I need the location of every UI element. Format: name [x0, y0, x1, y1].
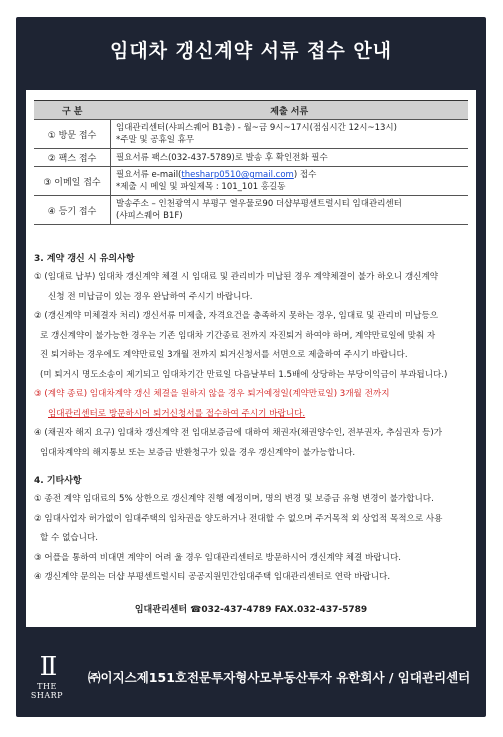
- row-note: (샤피스퀘어 B1F): [116, 211, 183, 221]
- row-category: ② 팩스 접수: [34, 149, 111, 167]
- row-note: *제출 시 메일 및 파일제목 : 101_101 홍길동: [116, 182, 286, 192]
- list-item: 할 수 없습니다.: [40, 533, 99, 543]
- contact-info: 임대관리센터 ☎032-437-4789 FAX.032-437-5789: [134, 605, 368, 615]
- row-detail: 필요서류 팩스(032-437-5789)로 발송 후 확인전화 필수: [111, 149, 469, 167]
- list-item-highlight: ③ (계약 종료) 임대차계약 갱신 체결을 원하지 않을 경우 퇴거예정일(계약만료일) 3개월 전까지: [34, 389, 390, 399]
- list-item: 임대차계약의 해지통보 또는 보증금 반환청구가 있을 경우 갱신계약이 불가능합니다.: [40, 447, 356, 458]
- content-panel: [26, 90, 476, 627]
- section-heading: 3. 계약 갱신 시 유의사항: [34, 254, 135, 264]
- table-header-row: [34, 101, 468, 120]
- list-item: ④ 갱신계약 문의는 더샵 부평센트럴시티 공공지원민간임대주택 임대관리센터로 연락 바랍니다.: [34, 572, 391, 582]
- logo-mark-icon: Ⅱ: [39, 652, 55, 682]
- row-detail: 필요서류 e-mail(: [116, 170, 182, 180]
- company-name: ㈜이지스제151호전문투자형사모부동산투자 유한회사 / 임대관리센터: [88, 670, 471, 685]
- submission-table: [34, 100, 468, 225]
- section-renewal-notes: [34, 250, 470, 463]
- list-item: ③ 어플을 통하여 비대면 계약이 어려 울 경우 임대관리센터로 방문하시어 갱신계약 체결 바랍니다.: [34, 552, 401, 563]
- row-detail: 발송주소 – 인천광역시 부평구 열우물로90 더샵부평센트럴시티 임대관리센터: [116, 199, 402, 209]
- row-category: ① 방문 접수: [34, 120, 111, 149]
- list-item: ① 종전 계약 임대료의 5% 상한으로 갱신계약 진행 예정이며, 명의 변경 및 보증금 유형 변경이 불가합니다.: [34, 494, 434, 504]
- table-row: [34, 149, 468, 167]
- header-category: 구 분: [34, 101, 111, 120]
- row-category: ③ 이메일 접수: [34, 167, 111, 196]
- table-row: [34, 196, 468, 225]
- list-item: ① (임대료 납부) 임대차 갱신계약 체결 시 임대료 및 관리비가 미납된 경우 계약체결이 불가 하오니 갱신계약: [34, 272, 439, 282]
- email-link[interactable]: thesharp0510@gmail.com: [181, 170, 294, 180]
- row-note: *주말 및 공휴일 휴무: [116, 135, 195, 145]
- list-item: ② 임대사업자 허가없이 임대주택의 임차권을 양도하거나 전대할 수 없으며 주거목적 외 상업적 목적으로 사용: [34, 513, 443, 524]
- row-detail: 임대관리센터(샤피스퀘어 B1층) - 월~금 9시~17시(점심시간 12시~13시): [116, 123, 397, 133]
- logo-text: THE SHARP: [30, 682, 64, 700]
- list-item: ② (갱신계약 미체결자 처리) 갱신서류 미제출, 자격요건을 충족하지 못하는 경우, 임대료 및 관리비 미납등으: [34, 311, 439, 321]
- section-other-notes: [34, 472, 470, 588]
- page-title: 임대차 갱신계약 서류 접수 안내: [109, 40, 393, 62]
- row-detail-suffix: ) 접수: [293, 170, 317, 180]
- list-item: 로 갱신계약이 불가능한 경우는 기존 임대차 기간종료 전까지 자진퇴거 하여야 하며, 계약만료일에 맞춰 자: [40, 330, 436, 341]
- row-category: ④ 등기 접수: [34, 196, 111, 225]
- list-item: 진 퇴거하는 경우에도 계약만료일 3개월 전까지 퇴거신청서를 서면으로 제출하여 주시기 바랍니다.: [40, 350, 408, 360]
- header-documents: 제출 서류: [111, 101, 469, 120]
- list-item-highlight: 임대관리센터로 방문하시어 퇴거신청서를 접수하여 주시기 바랍니다.: [48, 408, 306, 419]
- list-item: (미 퇴거시 명도소송이 제기되고 임대차기간 만료일 다음날부터 1.5배에 상당하는 부당이익금이 부과됩니다.): [40, 369, 448, 380]
- the-sharp-logo: [22, 652, 72, 704]
- list-item: 신청 전 미납금이 있는 경우 완납하여 주시기 바랍니다.: [48, 291, 253, 302]
- section-heading: 4. 기타사항: [34, 476, 82, 486]
- table-row: [34, 120, 468, 149]
- table-row: [34, 167, 468, 196]
- list-item: ④ (채권자 해지 요구) 임대차 갱신계약 전 임대보증금에 대하여 채권자(채권양수인, 전부권자, 추심권자 등)가: [34, 428, 443, 438]
